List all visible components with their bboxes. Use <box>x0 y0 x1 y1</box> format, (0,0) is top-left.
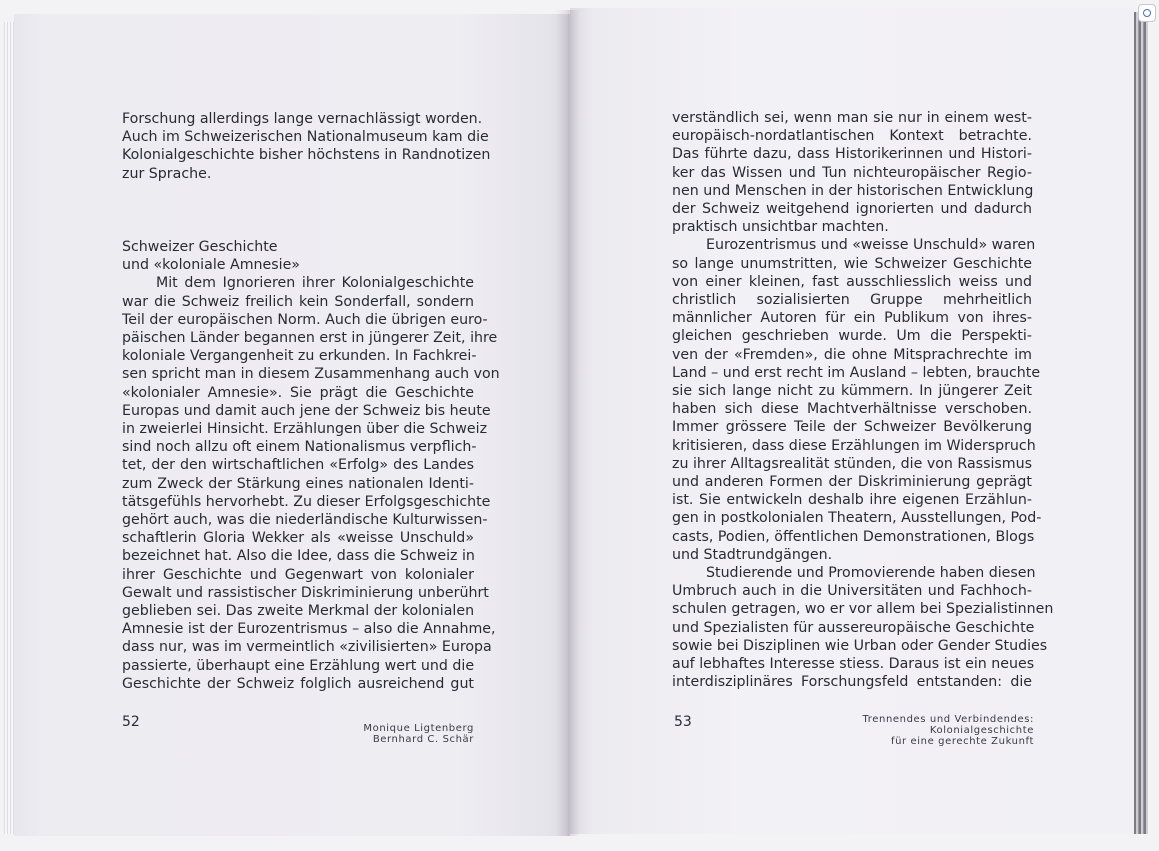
text-line: ihrer Geschichte und Gegenwart von kolonialer <box>122 566 474 583</box>
text-line: Studierende und Promovierende haben diesen <box>706 565 1036 582</box>
text-line: war die Schweiz freilich kein Sonderfall, sondern <box>122 293 474 310</box>
left-intro-paragraph <box>122 110 491 183</box>
text-line: sowie bei Disziplinen wie Urban oder Gender Studies <box>672 637 1048 654</box>
text-line: ven der «Fremden», die ohne Mitsprachrechte im <box>672 346 1032 363</box>
text-line: geblieben sei. Das zweite Merkmal der kolonialen <box>122 603 475 620</box>
text-line: Das führte dazu, dass Historikerinnen und Histori- <box>672 146 1032 163</box>
text-line: zum Zweck der Stärkung eines nationalen Identi- <box>122 475 474 492</box>
text-line: gleichen geschrieben wurde. Um die Perspekti- <box>672 328 1032 345</box>
text-line: und Stadtrundgängen. <box>672 546 833 563</box>
text-line: so lange unumstritten, wie Schweizer Geschichte <box>672 255 1032 272</box>
text-line: tet, der den wirtschaftlichen «Erfolg» des Landes <box>122 457 474 474</box>
text-line: von einer kleinen, fast ausschliesslich weiss und <box>672 273 1032 290</box>
text-line: praktisch unsichtbar machten. <box>672 219 889 236</box>
text-line: auf lebhaftes Interesse stiess. Daraus ist ein neues <box>672 656 1035 673</box>
text-line: kritisieren, dass diese Erzählungen im Widerspruch <box>672 437 1036 454</box>
text-line: zur Sprache. <box>122 165 212 182</box>
text-line: ist. Sie entwickeln deshalb ihre eigenen Erzählun- <box>672 492 1032 509</box>
text-line: Europas und damit auch jene der Schweiz bis heute <box>122 402 491 419</box>
text-line: Auch im Schweizerischen Nationalmuseum kam die <box>122 129 489 146</box>
running-head-line: für eine gerechte Zukunft <box>891 736 1034 747</box>
text-line: Gewalt und rassistischer Diskriminierung unberührt <box>122 584 489 601</box>
running-head <box>820 714 1034 747</box>
text-line: verständlich sei, wenn man sie nur in einem west- <box>672 110 1032 126</box>
text-line: Umbruch auch in die Universitäten und Fachhoch- <box>672 583 1032 600</box>
text-line: Land – und erst recht im Ausland – lebten, brauchte <box>672 364 1041 381</box>
text-line: passierte, überhaupt eine Erzählung wert und die <box>122 657 475 674</box>
author-credit <box>320 723 474 745</box>
text-line: interdisziplinäres Forschungsfeld entstanden: die <box>672 674 1032 691</box>
text-line: schaftlerin Gloria Wekker als «weisse Unschuld» <box>122 530 474 547</box>
text-line: christlich sozialisierten Gruppe mehrheitlich <box>672 292 1032 309</box>
running-head-line: Trennendes und Verbindendes: <box>862 714 1034 725</box>
text-line: Immer grössere Teile der Schweizer Bevölkerung <box>672 419 1032 436</box>
text-line: casts, Podien, öffentlichen Demonstrationen, Blogs <box>672 528 1035 545</box>
text-line: ker das Wissen und Tun nichteuropäischer Regio- <box>672 164 1032 181</box>
text-line: koloniale Vergangenheit zu erkunden. In Fachkrei- <box>122 348 477 365</box>
text-line: Eurozentrismus und «weisse Unschuld» waren <box>706 237 1036 254</box>
page-edges-right <box>1134 12 1148 834</box>
page-number-left: 52 <box>122 714 140 730</box>
text-line: päischen Länder begannen erst in jüngerer Zeit, ihre <box>122 330 498 347</box>
text-line: «kolonialer Amnesie». Sie prägt die Geschichte <box>122 384 474 401</box>
right-text-column <box>672 109 1054 692</box>
running-head-line: Kolonialgeschichte <box>929 725 1034 736</box>
text-line: Kolonialgeschichte bisher höchstens in Randnotizen <box>122 147 491 164</box>
author-name: Bernhard C. Schär <box>372 734 474 745</box>
text-line: bezeichnet hat. Also die Idee, dass die Schweiz in <box>122 548 475 565</box>
text-line: männlicher Autoren für ein Publikum von ihres- <box>672 310 1032 327</box>
text-line: gehört auch, was die niederländische Kulturwissen- <box>122 512 488 529</box>
text-line: sind noch allzu oft einem Nationalismus verpflich- <box>122 439 477 456</box>
text-line: Amnesie ist der Eurozentrismus – also die Annahme, <box>122 621 496 638</box>
text-line: dass nur, was im vermeintlich «zivilisierten» Europa <box>122 639 492 656</box>
left-section <box>122 238 500 693</box>
text-line: in zweierlei Hinsicht. Erzählungen über die Schweiz <box>122 421 488 438</box>
author-name: Monique Ligtenberg <box>363 723 474 734</box>
text-line: europäisch-nordatlantischen Kontext betrachte. <box>672 128 1032 145</box>
page-number-right: 53 <box>674 714 692 730</box>
book-gutter <box>556 10 580 836</box>
section-heading: Schweizer Geschichte <box>122 239 278 255</box>
text-line: Forschung allerdings lange vernachlässigt worden. <box>122 111 483 127</box>
text-line: tätsgefühls hervorhebt. Zu dieser Erfolgsgeschichte <box>122 493 491 510</box>
text-line: haben sich diese Machtverhältnisse verschoben. <box>672 401 1032 418</box>
text-line: zu ihrer Alltagsrealität stünden, die von Rassismus <box>672 455 1032 472</box>
text-line: gen in postkolonialen Theatern, Ausstellungen, Pod- <box>672 510 1042 527</box>
text-line: Geschichte der Schweiz folglich ausreichend gut <box>122 675 474 692</box>
text-line: nen und Menschen in der historischen Entwicklung <box>672 182 1034 199</box>
zoom-icon[interactable] <box>1138 4 1156 22</box>
text-line: und anderen Formen der Diskriminierung geprägt <box>672 474 1032 491</box>
text-line: Mit dem Ignorieren ihrer Kolonialgeschichte <box>156 275 474 292</box>
text-line: sie sich lange nicht zu kümmern. In jüngerer Zeit <box>672 383 1032 400</box>
text-line: und Spezialisten für aussereuropäische Geschichte <box>672 619 1035 636</box>
text-line: der Schweiz weitgehend ignorierten und dadurch <box>672 201 1032 218</box>
text-line: sen spricht man in diesem Zusammenhang auch von <box>122 366 500 383</box>
section-heading: und «koloniale Amnesie» <box>122 257 300 274</box>
text-line: Teil der europäischen Norm. Auch die übrigen euro- <box>122 311 488 328</box>
text-line: schulen getragen, wo er vor allem bei Spezialistinnen <box>672 601 1054 618</box>
